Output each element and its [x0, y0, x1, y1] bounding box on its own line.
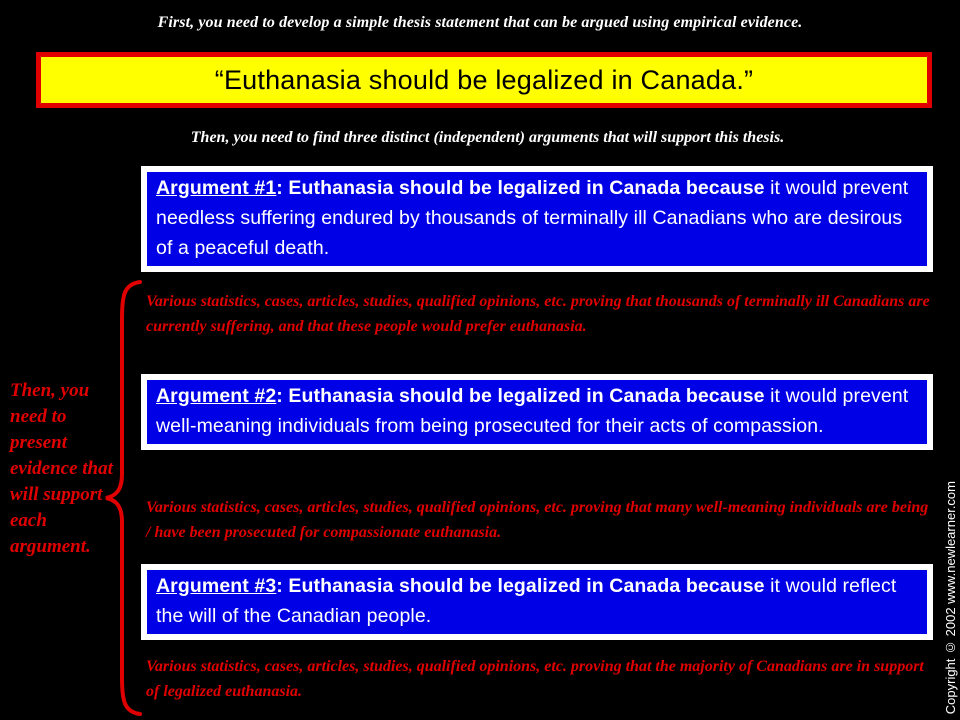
argument-3-box: [141, 564, 933, 640]
argument-1-lead: : Euthanasia should be legalized in Canada because: [276, 177, 765, 199]
argument-2-number: Argument #2: [156, 385, 277, 407]
argument-2-lead: : Euthanasia should be legalized in Canada because: [276, 385, 765, 407]
argument-2-text: [147, 380, 927, 444]
thesis-statement: “Euthanasia should be legalized in Canada.”: [214, 64, 754, 95]
argument-3-number: Argument #3: [156, 575, 277, 597]
argument-1-text: [147, 172, 927, 266]
argument-3-evidence: Various statistics, cases, articles, studies, qualified opinions, etc. proving that the majority of Canadians are in support of legalized euthanasia.: [146, 658, 924, 700]
argument-2-box: [141, 374, 933, 450]
thesis-box: [36, 52, 932, 108]
intro-instruction: First, you need to develop a simple thesis statement that can be argued using empirical evidence.: [157, 14, 803, 31]
argument-1-rest: it would prevent needless suffering endured by thousands of terminally ill Canadians who are desirous of a peaceful death.: [156, 177, 909, 259]
arguments-instruction: Then, you need to find three distinct (independent) arguments that will support this thesis.: [190, 129, 785, 146]
argument-1-evidence: Various statistics, cases, articles, studies, qualified opinions, etc. proving that thousands of terminally ill Canadians are currently suffering, and that these people would prefer euthanasia.: [146, 293, 930, 335]
argument-2-rest: it would prevent well-meaning individuals from being prosecuted for their acts of compassion.: [156, 385, 909, 437]
argument-3-lead: : Euthanasia should be legalized in Canada because: [276, 575, 765, 597]
argument-2-evidence: Various statistics, cases, articles, studies, qualified opinions, etc. proving that many well-meaning individuals are being / have been prosecuted for compassionate euthanasia.: [146, 499, 929, 541]
evidence-instruction: Then, you need to present evidence that will support each argument.: [10, 380, 113, 557]
argument-3-text: [147, 570, 927, 634]
argument-3-rest: it would reflect the will of the Canadian people.: [156, 575, 897, 627]
curly-brace: [100, 278, 146, 718]
copyright-notice: Copyright © 2002 www.newlearner.com: [943, 480, 958, 714]
argument-1-number: Argument #1: [156, 177, 277, 199]
argument-1-box: [141, 166, 933, 272]
